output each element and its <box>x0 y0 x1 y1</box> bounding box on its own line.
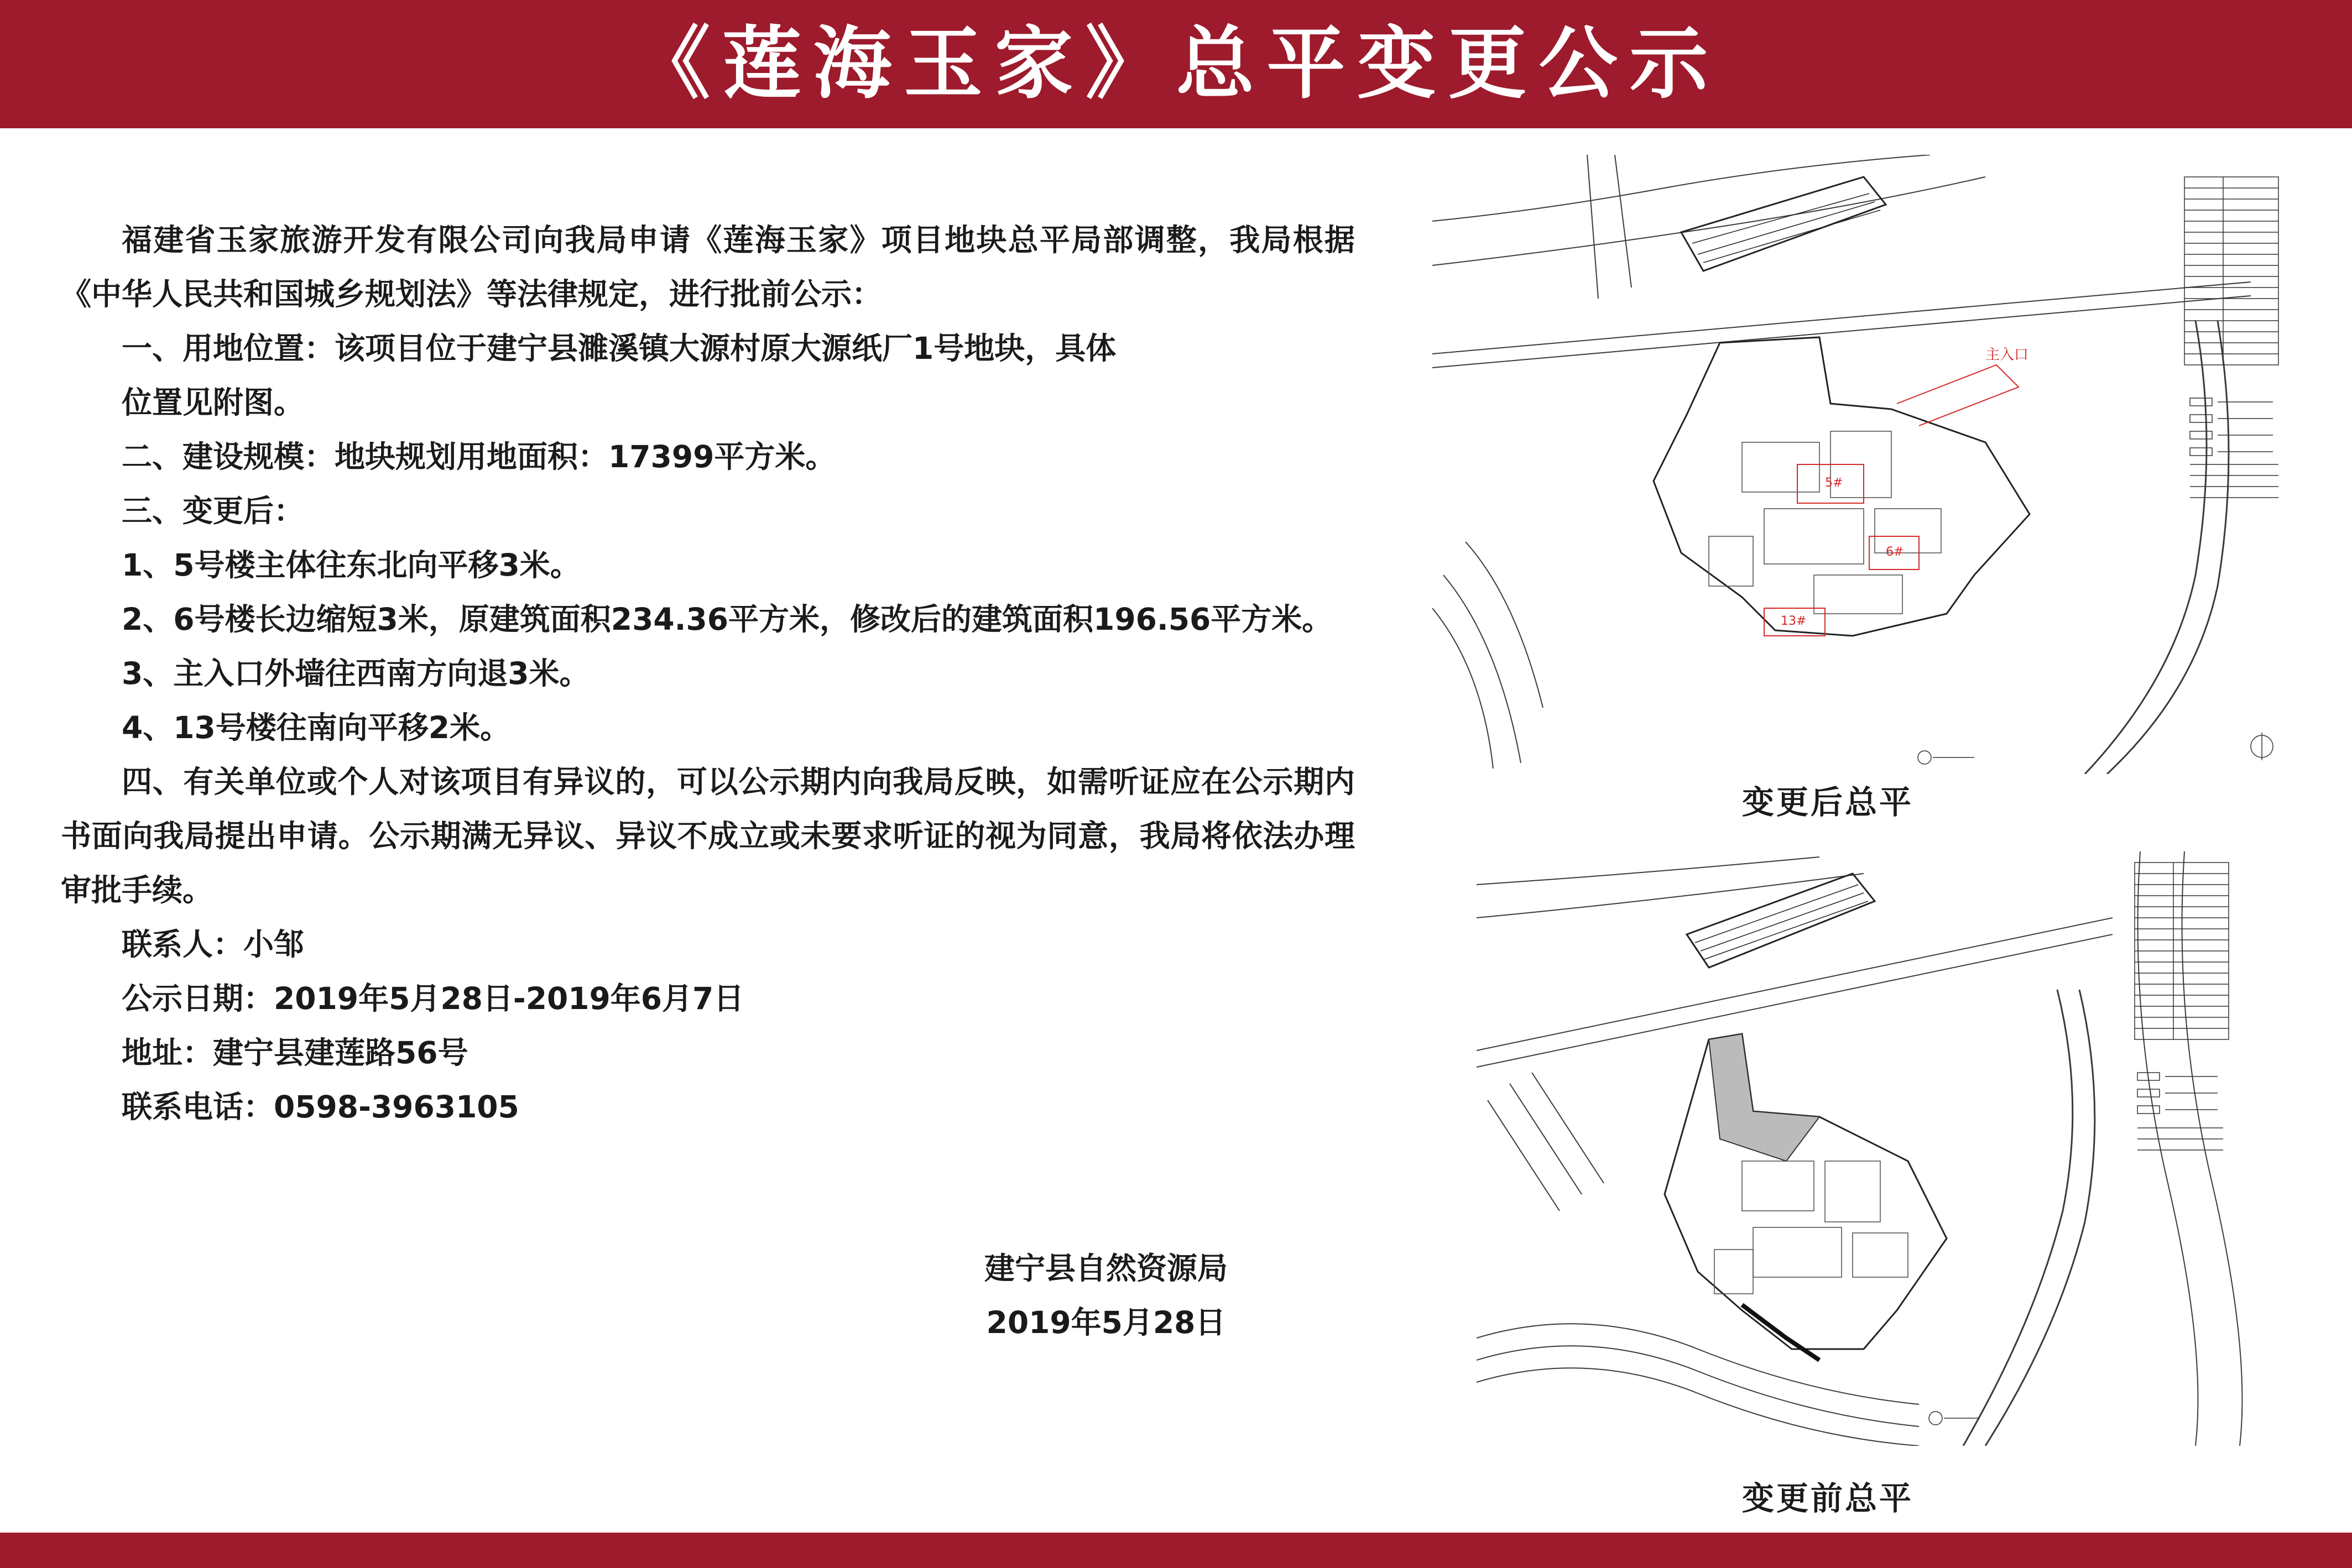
issue-date: 2019年5月28日 <box>986 1305 1226 1340</box>
notice-item-location-line1: 一、用地位置：该项目位于建宁县濉溪镇大源村原大源纸厂1号地块，具体 <box>122 331 1117 366</box>
notice-item-location-line2: 位置见附图。 <box>122 385 305 420</box>
notice-item-scale: 二、建设规模：地块规划用地面积：17399平方米。 <box>122 439 836 474</box>
plan-after-caption: 变更后总平 <box>1742 783 1914 821</box>
title-banner <box>0 0 2352 128</box>
change-building-5: 1、5号楼主体往东北向平移3米。 <box>122 547 581 583</box>
issuing-authority: 建宁县自然资源局 <box>984 1251 1228 1286</box>
plan-after-label-13: 13# <box>1781 614 1807 628</box>
change-main-entrance: 3、主入口外墙往西南方向退3米。 <box>122 656 590 691</box>
notice-period: 公示日期：2019年5月28日-2019年6月7日 <box>122 981 744 1016</box>
contact-address: 地址：建宁县建莲路56号 <box>122 1035 468 1070</box>
contact-block <box>61 917 1355 1134</box>
notice-item-changes: 三、变更后： <box>122 493 305 529</box>
site-plan-after-image <box>1432 155 2350 774</box>
plan-after-label-6: 6# <box>1886 545 1904 559</box>
notice-intro: 福建省玉家旅游开发有限公司向我局申请《莲海玉家》项目地块总平局部调整，我局根据《中华人民共和国城乡规划法》等法律规定，进行批前公示： <box>61 222 1355 312</box>
change-building-13: 4、13号楼往南向平移2米。 <box>122 710 511 745</box>
plan-after-entrance-label: 主入口 <box>1985 347 2029 363</box>
plan-after-label-5: 5# <box>1825 476 1843 490</box>
site-plan-before-image <box>1477 851 2350 1446</box>
change-building-6: 2、6号楼长边缩短3米，原建筑面积234.36平方米，修改后的建筑面积196.56平方米。 <box>122 602 1333 637</box>
notice-item-objection: 四、有关单位或个人对该项目有异议的，可以公示期内向我局反映，如需听证应在公示期内书面向我局提出申请。公示期满无异议、异议不成立或未要求听证的视为同意，我局将依法办理审批手续。 <box>61 764 1355 908</box>
page-title: 《莲海玉家》总平变更公示 <box>632 18 1720 109</box>
notice-body <box>61 213 1355 1134</box>
contact-person: 联系人：小邹 <box>122 927 305 962</box>
signature-block <box>885 1241 1327 1350</box>
contact-phone: 联系电话：0598-3963105 <box>122 1089 519 1125</box>
plan-before-caption: 变更前总平 <box>1742 1480 1914 1517</box>
bottom-banner <box>0 1533 2352 1568</box>
